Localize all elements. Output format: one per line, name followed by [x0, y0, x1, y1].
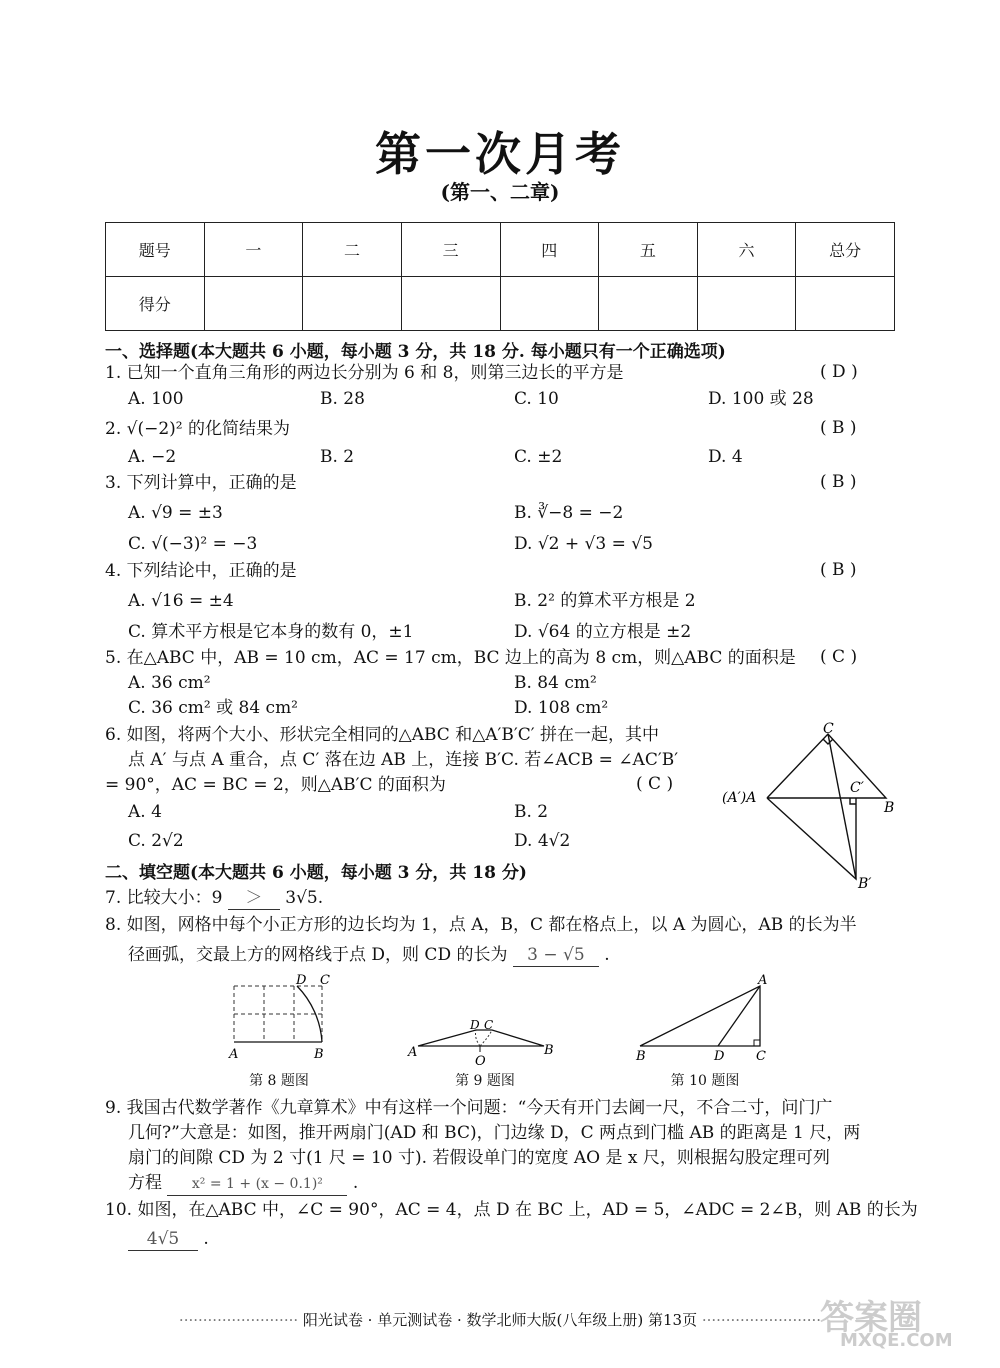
label-d: D — [296, 973, 307, 988]
question-stem: 1. 已知一个直角三角形的两边长分别为 6 和 8，则第三边长的平方是 — [105, 363, 624, 383]
watermark-url: MXQE.COM — [840, 1330, 953, 1351]
table-cell: 得分 — [106, 277, 205, 331]
right-angle-mark — [850, 798, 856, 804]
option: D. √64 的立方根是 ±2 — [514, 622, 692, 642]
label-c: C — [320, 973, 330, 988]
question-stem: 5. 在△ABC 中，AB = 10 cm，AC = 17 cm，BC 边上的高为 8 cm，则△ABC 的面积是 — [105, 648, 796, 668]
question-stem: 2. √(−2)² 的化简结果为 — [105, 419, 290, 439]
label-c: C — [823, 722, 834, 737]
fig9 — [404, 1020, 564, 1068]
label-a: A — [408, 1045, 418, 1060]
question-8-line2 — [128, 944, 610, 967]
question-stem: 方程 — [128, 1173, 162, 1193]
page-footer: ························· 阳光试卷 · 单元测试卷 · 数学北师大版(八年级上册) 第13页 ························· — [178, 1311, 822, 1329]
page-title: 第一次月考 — [375, 127, 625, 181]
label-b: B — [636, 1049, 646, 1064]
question-stem: 点 A′ 与点 A 重合，点 C′ 落在边 AB 上，连接 B′C. 若∠ACB = ∠AC′B′ — [128, 750, 679, 770]
triangle-abc — [640, 986, 760, 1046]
question-stem: . — [203, 1229, 209, 1249]
question-7 — [105, 887, 323, 910]
label-b: B — [544, 1043, 554, 1058]
table-cell: 三 — [401, 223, 500, 277]
question-stem: 4. 下列结论中，正确的是 — [105, 561, 297, 581]
table-cell: 五 — [599, 223, 698, 277]
section-heading: 二、填空题(本大题共 6 小题，每小题 3 分，共 18 分) — [105, 863, 527, 883]
label-d: D — [714, 1049, 725, 1064]
question-stem: 几何?”大意是：如图，推开两扇门(AD 和 BC)，门边缘 D，C 两点到门槛 AB 的距离是 1 尺，两 — [128, 1123, 861, 1143]
option: A. 4 — [128, 802, 162, 822]
answer-blank: 3 − √5 — [513, 944, 599, 967]
question-stem: 9. 我国古代数学著作《九章算术》中有这样一个问题：“今天有开门去阃一尺，不合二寸，问门广 — [105, 1098, 833, 1118]
table-cell: 一 — [204, 223, 303, 277]
score-cell — [204, 277, 303, 331]
option: D. 100 或 28 — [708, 389, 814, 409]
table-cell: 四 — [500, 223, 599, 277]
figure-caption: 第 8 题图 — [249, 1073, 309, 1089]
right-angle-mark — [754, 1040, 760, 1046]
answer-choice: ( B ) — [820, 418, 857, 438]
option: C. 36 cm² 或 84 cm² — [128, 698, 298, 718]
page-subtitle: (第一、二章) — [440, 180, 560, 204]
question-9-line4 — [128, 1172, 358, 1196]
segment-ad — [718, 986, 760, 1046]
label-c-prime: C′ — [850, 780, 864, 796]
option: D. 4 — [708, 447, 743, 467]
arc-c — [480, 1030, 492, 1046]
table-cell: 六 — [697, 223, 796, 277]
option: C. 10 — [514, 389, 559, 409]
figure-caption: 第 9 题图 — [455, 1073, 515, 1089]
option: A. 36 cm² — [128, 673, 211, 693]
score-cell — [303, 277, 402, 331]
label-b: B — [314, 1047, 324, 1062]
q6-figure — [720, 722, 900, 892]
label-d: D — [470, 1020, 480, 1032]
option: B. 84 cm² — [514, 673, 597, 693]
answer-choice: ( C ) — [636, 774, 674, 794]
option: B. 2 — [320, 447, 355, 467]
score-cell — [401, 277, 500, 331]
footer-text: 阳光试卷 · 单元测试卷 · 数学北师大版(八年级上册) 第13页 — [302, 1311, 698, 1329]
fig10 — [630, 972, 780, 1064]
watermark-logo: 答案圈 — [820, 1298, 922, 1338]
answer-choice: ( C ) — [820, 647, 858, 667]
question-stem: 10. 如图，在△ABC 中，∠C = 90°，AC = 4，点 D 在 BC 上，AD = 5，∠ADC = 2∠B，则 AB 的长为 — [105, 1200, 918, 1220]
option: D. 4√2 — [514, 831, 571, 851]
label-a: A — [758, 973, 768, 988]
question-stem: 8. 如图，网格中每个小正方形的边长均为 1，点 A，B，C 都在格点上，以 A 为圆心，AB 的长为半 — [105, 915, 857, 935]
answer-blank: 4√5 — [128, 1228, 198, 1251]
score-cell — [599, 277, 698, 331]
answer-blank: x² = 1 + (x − 0.1)² — [167, 1173, 347, 1196]
option: B. 28 — [320, 389, 365, 409]
answer-blank: ＞ — [228, 887, 280, 910]
label-b-prime: B′ — [858, 876, 872, 892]
fig8 — [224, 972, 344, 1064]
answer-choice: ( D ) — [820, 362, 858, 382]
table-cell: 总分 — [796, 223, 895, 277]
score-cell — [500, 277, 599, 331]
option: A. 100 — [128, 389, 184, 409]
option: D. 108 cm² — [514, 698, 609, 718]
question-stem: 3√5. — [285, 888, 324, 908]
question-stem: = 90°，AC = BC = 2，则△AB′C 的面积为 — [105, 775, 446, 795]
option: A. √9 = ±3 — [128, 503, 223, 523]
answer-choice: ( B ) — [820, 472, 857, 492]
option: C. 2√2 — [128, 831, 184, 851]
answer-choice: ( B ) — [820, 560, 857, 580]
question-stem: 3. 下列计算中，正确的是 — [105, 473, 297, 493]
option: A. √16 = ±4 — [128, 591, 234, 611]
question-stem: 6. 如图，将两个大小、形状完全相同的△ABC 和△A′B′C′ 拼在一起，其中 — [105, 725, 660, 745]
door-outline — [418, 1030, 544, 1046]
option: B. 2 — [514, 802, 549, 822]
right-angle-mark — [823, 739, 833, 744]
label-c: C — [756, 1049, 766, 1064]
option: D. √2 + √3 = √5 — [514, 534, 653, 554]
option: C. √(−3)² = −3 — [128, 534, 258, 554]
table-cell: 二 — [303, 223, 402, 277]
option: C. ±2 — [514, 447, 563, 467]
table-row — [106, 277, 895, 331]
question-10-line2 — [128, 1228, 209, 1251]
label-a: (A′)A — [722, 790, 757, 806]
question-stem: 径画弧，交最上方的网格线于点 D，则 CD 的长为 — [128, 945, 508, 965]
arc-d — [476, 1030, 481, 1046]
section-heading: 一、选择题(本大题共 6 小题，每小题 3 分，共 18 分. 每小题只有一个正确选项) — [105, 342, 726, 362]
label-a: A — [229, 1047, 239, 1062]
table-row — [106, 223, 895, 277]
option: A. −2 — [128, 447, 177, 467]
score-cell — [796, 277, 895, 331]
figure-caption: 第 10 题图 — [670, 1073, 740, 1089]
option: B. 2² 的算术平方根是 2 — [514, 591, 696, 611]
question-stem: 扇门的间隙 CD 为 2 寸(1 尺 = 10 寸). 若假设单门的宽度 AO 是 x 尺，则根据勾股定理可列 — [128, 1148, 830, 1168]
label-c: C — [484, 1020, 494, 1032]
table-cell: 题号 — [106, 223, 205, 277]
score-cell — [697, 277, 796, 331]
option: C. 算术平方根是它本身的数有 0，±1 — [128, 622, 414, 642]
question-stem: . — [604, 945, 610, 965]
label-b: B — [884, 800, 895, 816]
score-table — [105, 222, 895, 331]
question-stem: . — [352, 1173, 359, 1193]
question-stem: 7. 比较大小：9 — [105, 888, 223, 908]
option: B. ∛−8 = −2 — [514, 503, 624, 523]
label-o: O — [475, 1054, 486, 1068]
triangle-abc — [767, 734, 886, 798]
